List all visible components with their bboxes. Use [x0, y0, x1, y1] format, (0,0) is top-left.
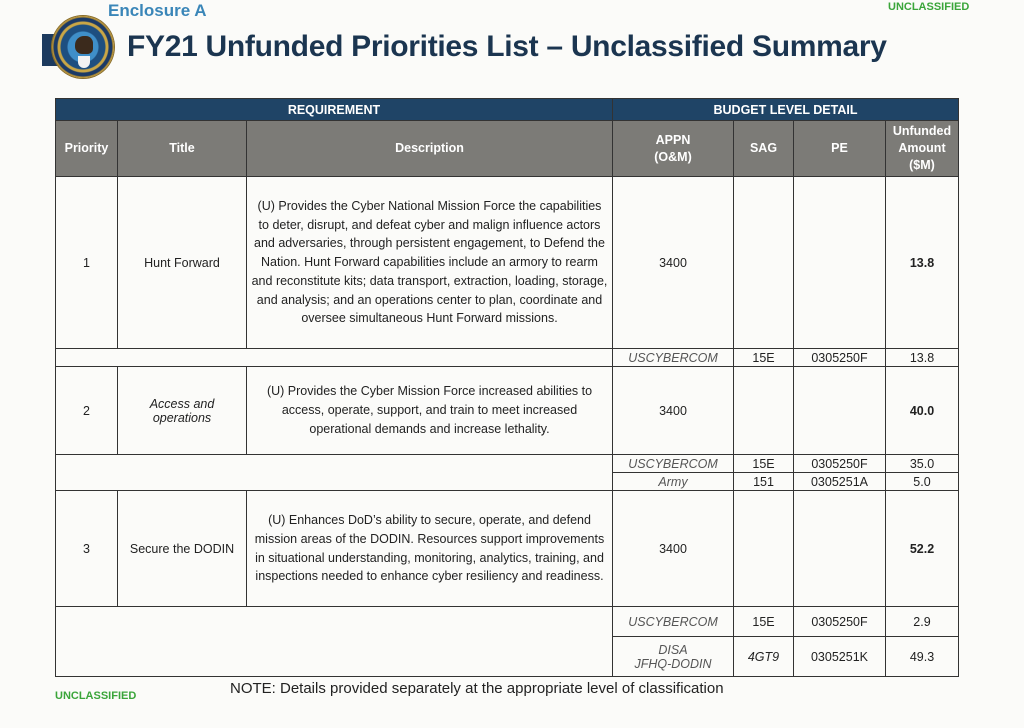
classification-banner-top: UNCLASSIFIED	[888, 1, 970, 13]
amount-cell: 35.0	[886, 455, 959, 473]
title-line2: operations	[152, 410, 212, 425]
appn-cell: 3400	[613, 177, 734, 349]
shield-icon	[78, 56, 90, 68]
org-cell	[613, 637, 734, 677]
detail-spacer	[56, 607, 613, 677]
col-pe: PE	[794, 121, 886, 177]
col-amount-line1: Unfunded	[892, 124, 952, 139]
amount-cell: 2.9	[886, 607, 959, 637]
sag-cell: 15E	[734, 455, 794, 473]
amount-cell: 13.8	[886, 349, 959, 367]
col-sag: SAG	[734, 121, 794, 177]
col-amount-line3: ($M)	[909, 157, 935, 172]
appn-cell: 3400	[613, 491, 734, 607]
column-header-row	[56, 121, 959, 177]
col-appn-line2: (O&M)	[654, 149, 692, 164]
detail-spacer	[56, 349, 613, 367]
org-line1: DISA	[658, 642, 688, 657]
description-cell: (U) Provides the Cyber National Mission Force the capabilities to deter, disrupt, and defeat cyber and malign influence actors and adversaries, through persistent engagement, to Defend the Nation. Hunt Forward capabilities include an armory to rearm and reconstitute kits; data transport, extraction, loading, storage, and analysis; and an operations center to plan, coordinate and oversee simultaneous Hunt Forward missions.	[247, 177, 613, 349]
table-row	[56, 177, 959, 349]
col-description: Description	[247, 121, 613, 177]
sag-cell	[734, 491, 794, 607]
pe-cell: 0305251K	[794, 637, 886, 677]
org-cell: USCYBERCOM	[613, 607, 734, 637]
priority-cell: 2	[56, 367, 118, 455]
appn-cell: 3400	[613, 367, 734, 455]
sag-cell: 15E	[734, 607, 794, 637]
pe-cell: 0305250F	[794, 349, 886, 367]
pe-cell: 0305250F	[794, 455, 886, 473]
detail-spacer	[56, 455, 613, 491]
budget-group-header: BUDGET LEVEL DETAIL	[613, 99, 959, 121]
sag-cell: 15E	[734, 349, 794, 367]
detail-row	[56, 607, 959, 637]
sag-cell: 4GT9	[734, 637, 794, 677]
col-appn-line1: APPN	[655, 132, 691, 147]
pe-cell	[794, 367, 886, 455]
sag-cell	[734, 367, 794, 455]
detail-row	[56, 349, 959, 367]
org-cell: USCYBERCOM	[613, 455, 734, 473]
amount-cell: 49.3	[886, 637, 959, 677]
table-row	[56, 367, 959, 455]
footnote: NOTE: Details provided separately at the appropriate level of classification	[230, 680, 724, 697]
org-cell: USCYBERCOM	[613, 349, 734, 367]
col-amount	[886, 121, 959, 177]
unfunded-priorities-table	[55, 98, 959, 677]
us-cyber-command-seal-icon	[52, 16, 114, 78]
priority-cell: 3	[56, 491, 118, 607]
sag-cell	[734, 177, 794, 349]
amount-cell: 13.8	[886, 177, 959, 349]
amount-cell: 5.0	[886, 473, 959, 491]
requirement-group-header: REQUIREMENT	[56, 99, 613, 121]
description-cell: (U) Enhances DoD’s ability to secure, operate, and defend mission areas of the DODIN. Resources support improvements in situational understanding, monitoring, analytics, training, and inspections needed to enhance cyber resiliency and readiness.	[247, 491, 613, 607]
pe-cell: 0305251A	[794, 473, 886, 491]
sag-cell: 151	[734, 473, 794, 491]
description-cell: (U) Provides the Cyber Mission Force increased abilities to access, operate, support, and train to meet increased operational demands and increase lethality.	[247, 367, 613, 455]
col-appn	[613, 121, 734, 177]
enclosure-label: Enclosure A	[108, 1, 207, 20]
page-title: FY21 Unfunded Priorities List – Unclassified Summary	[127, 30, 887, 63]
col-title: Title	[118, 121, 247, 177]
pe-cell	[794, 491, 886, 607]
col-priority: Priority	[56, 121, 118, 177]
org-line2: JFHQ-DODIN	[634, 656, 712, 671]
org-cell: Army	[613, 473, 734, 491]
eagle-icon	[75, 36, 93, 54]
amount-cell: 40.0	[886, 367, 959, 455]
title-cell: Secure the DODIN	[118, 491, 247, 607]
title-cell: Hunt Forward	[118, 177, 247, 349]
group-header-row	[56, 99, 959, 121]
table-row	[56, 491, 959, 607]
detail-row	[56, 455, 959, 473]
classification-banner-bottom: UNCLASSIFIED	[55, 690, 137, 702]
title-cell	[118, 367, 247, 455]
pe-cell	[794, 177, 886, 349]
col-amount-line2: Amount	[898, 141, 946, 156]
amount-cell: 52.2	[886, 491, 959, 607]
pe-cell: 0305250F	[794, 607, 886, 637]
title-line1: Access and	[149, 396, 215, 411]
priority-cell: 1	[56, 177, 118, 349]
